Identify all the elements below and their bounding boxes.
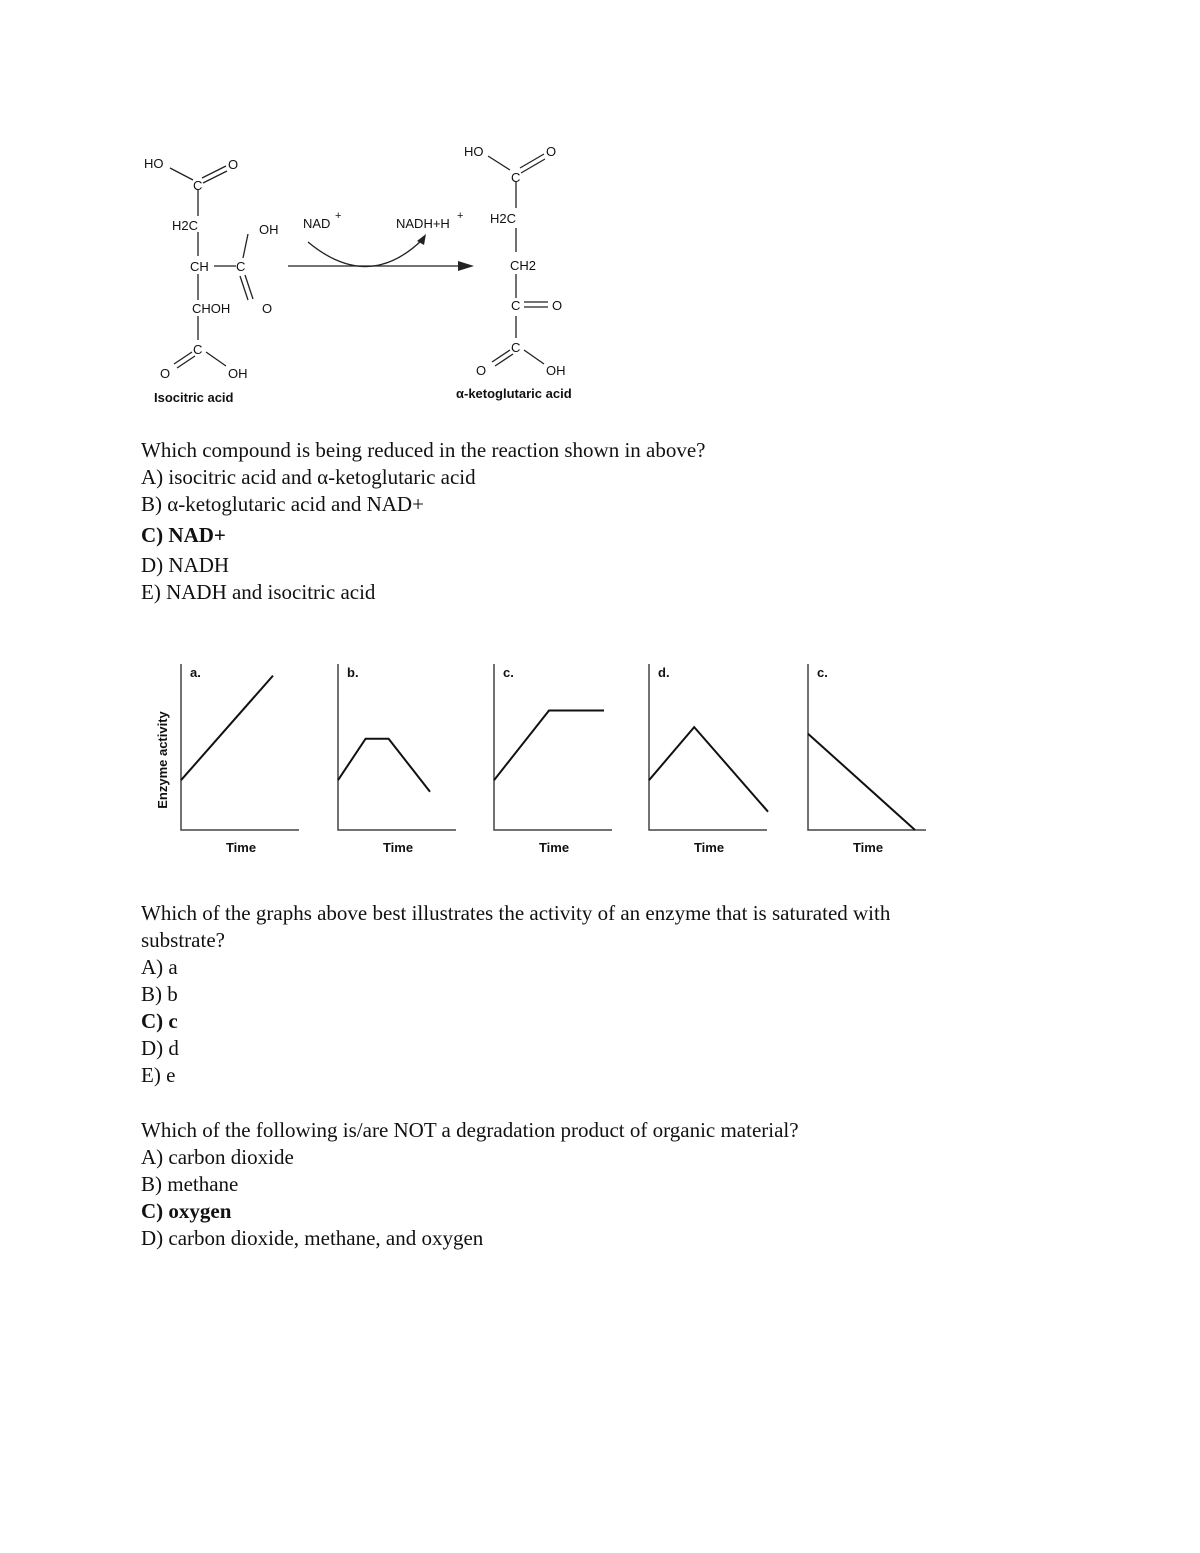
q2-option-a: A) a bbox=[141, 955, 178, 979]
q3-option-a: A) carbon dioxide bbox=[141, 1145, 294, 1169]
atom-c: C bbox=[236, 259, 246, 274]
question-3 bbox=[141, 1117, 799, 1252]
atom-o: O bbox=[552, 298, 563, 313]
q2-option-b: B) b bbox=[141, 982, 178, 1006]
graph-panel-label: c. bbox=[503, 665, 514, 680]
atom-c: C bbox=[193, 342, 203, 357]
x-axis-label: Time bbox=[538, 840, 570, 855]
graph-axes bbox=[494, 664, 612, 830]
atom-o: O bbox=[228, 157, 239, 172]
atom-ch2: CH2 bbox=[510, 258, 537, 273]
x-axis-label: Time bbox=[693, 840, 725, 855]
question-2-text-cont: substrate? bbox=[141, 928, 225, 952]
atom-c: C bbox=[511, 298, 521, 313]
graph-panel-label: a. bbox=[190, 665, 201, 680]
graph-axes bbox=[338, 664, 456, 830]
graph-series-line bbox=[808, 734, 915, 830]
q2-option-d: D) d bbox=[141, 1036, 179, 1060]
atom-h2c: H2C bbox=[172, 218, 199, 233]
q1-option-e: E) NADH and isocitric acid bbox=[141, 580, 376, 604]
charge-plus: + bbox=[457, 210, 464, 222]
atom-oh: OH bbox=[546, 363, 566, 378]
reactant-name: Isocitric acid bbox=[154, 390, 234, 405]
question-2-text: Which of the graphs above best illustrates the activity of an enzyme that is saturated with bbox=[141, 901, 891, 925]
y-axis-label: Enzyme activity bbox=[155, 711, 170, 809]
atom-o: O bbox=[476, 363, 487, 378]
graph-axes bbox=[808, 664, 926, 830]
atom-o: O bbox=[262, 301, 273, 316]
graph-panel-label: b. bbox=[347, 665, 359, 680]
atom-o: O bbox=[160, 366, 171, 381]
x-axis-label: Time bbox=[382, 840, 414, 855]
atom-choh: CHOH bbox=[192, 301, 231, 316]
q1-option-c: C) NAD+ bbox=[141, 523, 226, 547]
graph-series-line bbox=[649, 727, 768, 812]
q1-option-d: D) NADH bbox=[141, 553, 230, 577]
nadh-label: NADH+H bbox=[396, 216, 450, 231]
q2-option-e: E) e bbox=[141, 1063, 176, 1087]
atom-o: O bbox=[546, 144, 557, 159]
q1-option-a: A) isocitric acid and α-ketoglutaric acid bbox=[141, 465, 476, 489]
graph-series-line bbox=[494, 711, 604, 781]
charge-plus: + bbox=[335, 210, 342, 222]
atom-ho: HO bbox=[464, 144, 484, 159]
graph-axes bbox=[181, 664, 299, 830]
nad-label: NAD bbox=[303, 216, 331, 231]
reaction-scheme bbox=[130, 130, 610, 410]
q3-option-d: D) carbon dioxide, methane, and oxygen bbox=[141, 1226, 484, 1250]
x-axis-label: Time bbox=[852, 840, 884, 855]
question-2 bbox=[141, 900, 890, 1089]
graph-series-line bbox=[338, 739, 430, 792]
q3-option-b: B) methane bbox=[141, 1172, 239, 1196]
graph-panel-label: d. bbox=[658, 665, 670, 680]
product-name: α-ketoglutaric acid bbox=[456, 386, 572, 401]
question-3-text: Which of the following is/are NOT a degradation product of organic material? bbox=[141, 1118, 799, 1142]
graph-panel-label: c. bbox=[817, 665, 828, 680]
atom-h2c: H2C bbox=[490, 211, 517, 226]
atom-c: C bbox=[193, 178, 203, 193]
question-1-text: Which compound is being reduced in the reaction shown in above? bbox=[141, 438, 706, 462]
atom-ho: HO bbox=[144, 156, 164, 171]
q3-option-c: C) oxygen bbox=[141, 1199, 232, 1223]
atom-ch: CH bbox=[190, 259, 209, 274]
graph-series-line bbox=[181, 676, 273, 781]
question-1 bbox=[141, 437, 706, 606]
enzyme-activity-graphs bbox=[140, 650, 940, 860]
q2-option-c: C) c bbox=[141, 1009, 178, 1033]
graph-axes bbox=[649, 664, 767, 830]
x-axis-label: Time bbox=[225, 840, 257, 855]
q1-option-b: B) α-ketoglutaric acid and NAD+ bbox=[141, 492, 424, 516]
atom-c: C bbox=[511, 340, 521, 355]
atom-c: C bbox=[511, 170, 521, 185]
atom-oh: OH bbox=[259, 222, 279, 237]
atom-oh: OH bbox=[228, 366, 248, 381]
